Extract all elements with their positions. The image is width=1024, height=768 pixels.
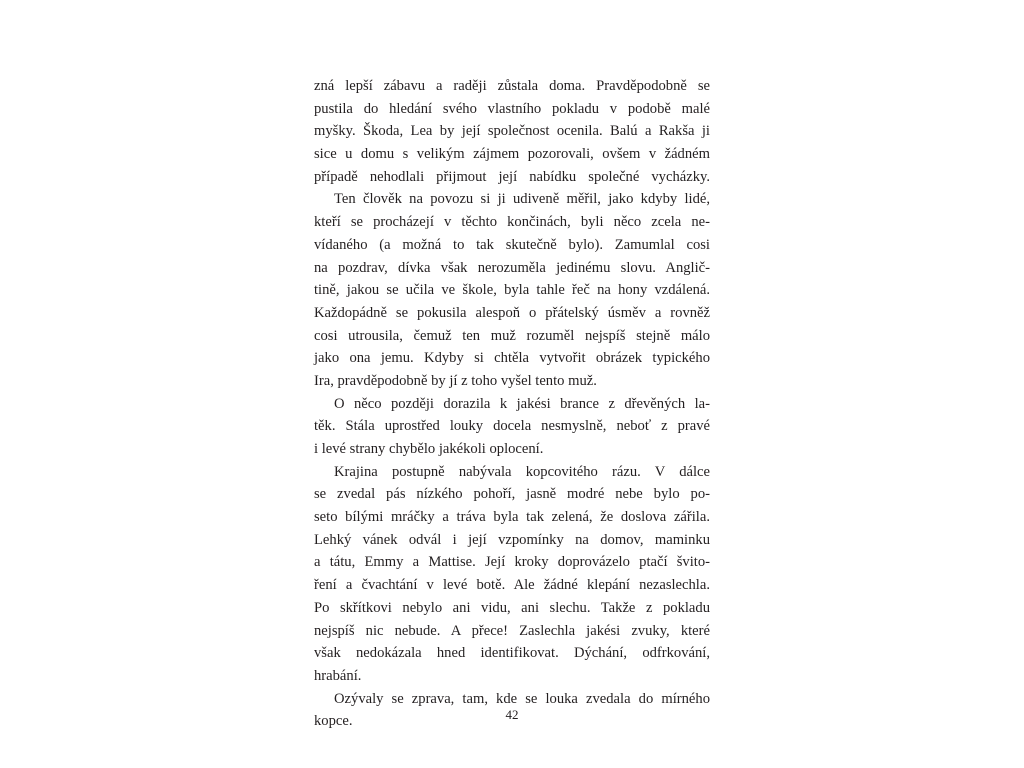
- text-line: vídaného (a možná to tak skutečně bylo). Zamumlal cosi: [314, 236, 710, 253]
- text-line: a tátu, Emmy a Mattise. Její kroky doprovázelo ptačí švito-: [314, 554, 710, 571]
- paragraph-2: [314, 188, 710, 392]
- text-line: O něco později dorazila k jakési brance z dřevěných la-: [334, 395, 710, 412]
- text-line: Krajina postupně nabývala kopcovitého rázu. V dálce: [334, 463, 710, 480]
- text-line: Lehký vánek odvál i její vzpomínky na domov, maminku: [314, 531, 710, 548]
- paragraph-1: [314, 75, 710, 188]
- text-line: hrabání.: [314, 667, 362, 684]
- text-line: kteří se procházejí v těchto končinách, byli něco zcela ne-: [314, 214, 710, 231]
- paragraph-4: [314, 461, 710, 688]
- text-line: těk. Stála uprostřed louky docela nesmyslně, neboť z pravé: [314, 418, 710, 435]
- text-line: Ten člověk na povozu si ji udiveně měřil, jako kdyby lidé,: [334, 191, 710, 208]
- text-line: kopce.: [314, 713, 353, 730]
- text-line: myšky. Škoda, Lea by její společnost ocenila. Balú a Rakša ji: [314, 123, 710, 140]
- text-line: jako ona jemu. Kdyby si chtěla vytvořit obrázek typického: [314, 350, 710, 367]
- page-number: 42: [505, 707, 519, 722]
- text-line: nejspíš nic nebude. A přece! Zaslechla jakési zvuky, které: [314, 622, 710, 639]
- text-line: Po skřítkovi nebylo ani vidu, ani slechu. Takže z pokladu: [314, 599, 710, 616]
- text-line: případě nehodlali přijmout její nabídku společné vycházky.: [314, 168, 710, 185]
- book-page: [314, 75, 710, 735]
- paragraph-3: [314, 393, 710, 461]
- text-line: zná lepší zábavu a raději zůstala doma. Pravděpodobně se: [314, 78, 710, 94]
- text-line: sice u domu s velikým zájmem pozorovali, ovšem v žádném: [314, 146, 710, 163]
- text-line: pustila do hledání svého vlastního pokladu v podobě malé: [314, 100, 710, 117]
- text-line: však nedokázala hned identifikovat. Dýchání, odfrkování,: [314, 645, 710, 662]
- text-line: i levé strany chybělo jakékoli oplocení.: [314, 441, 544, 457]
- text-line: seto bílými mráčky a tráva byla tak zelená, že doslova zářila.: [314, 509, 710, 526]
- text-line: Ira, pravděpodobně by jí z toho vyšel tento muž.: [314, 372, 597, 389]
- text-line: na pozdrav, dívka však nerozuměla jedinému slovu. Anglič-: [314, 259, 710, 276]
- text-line: se zvedal pás nízkého pohoří, jasně modré nebe bylo po-: [314, 486, 710, 503]
- text-line: Ozývaly se zprava, tam, kde se louka zvedala do mírného: [334, 690, 710, 707]
- body-text: [314, 75, 710, 733]
- text-line: tině, jakou se učila ve škole, byla tahle řeč na hony vzdálená.: [314, 282, 710, 299]
- text-line: ření a čvachtání v levé botě. Ale žádné klepání nezaslechla.: [314, 577, 710, 594]
- text-line: Každopádně se pokusila alespoň o přátelský úsměv a rovněž: [314, 304, 710, 321]
- text-line: cosi utrousila, čemuž ten muž rozuměl nejspíš stejně málo: [314, 327, 710, 344]
